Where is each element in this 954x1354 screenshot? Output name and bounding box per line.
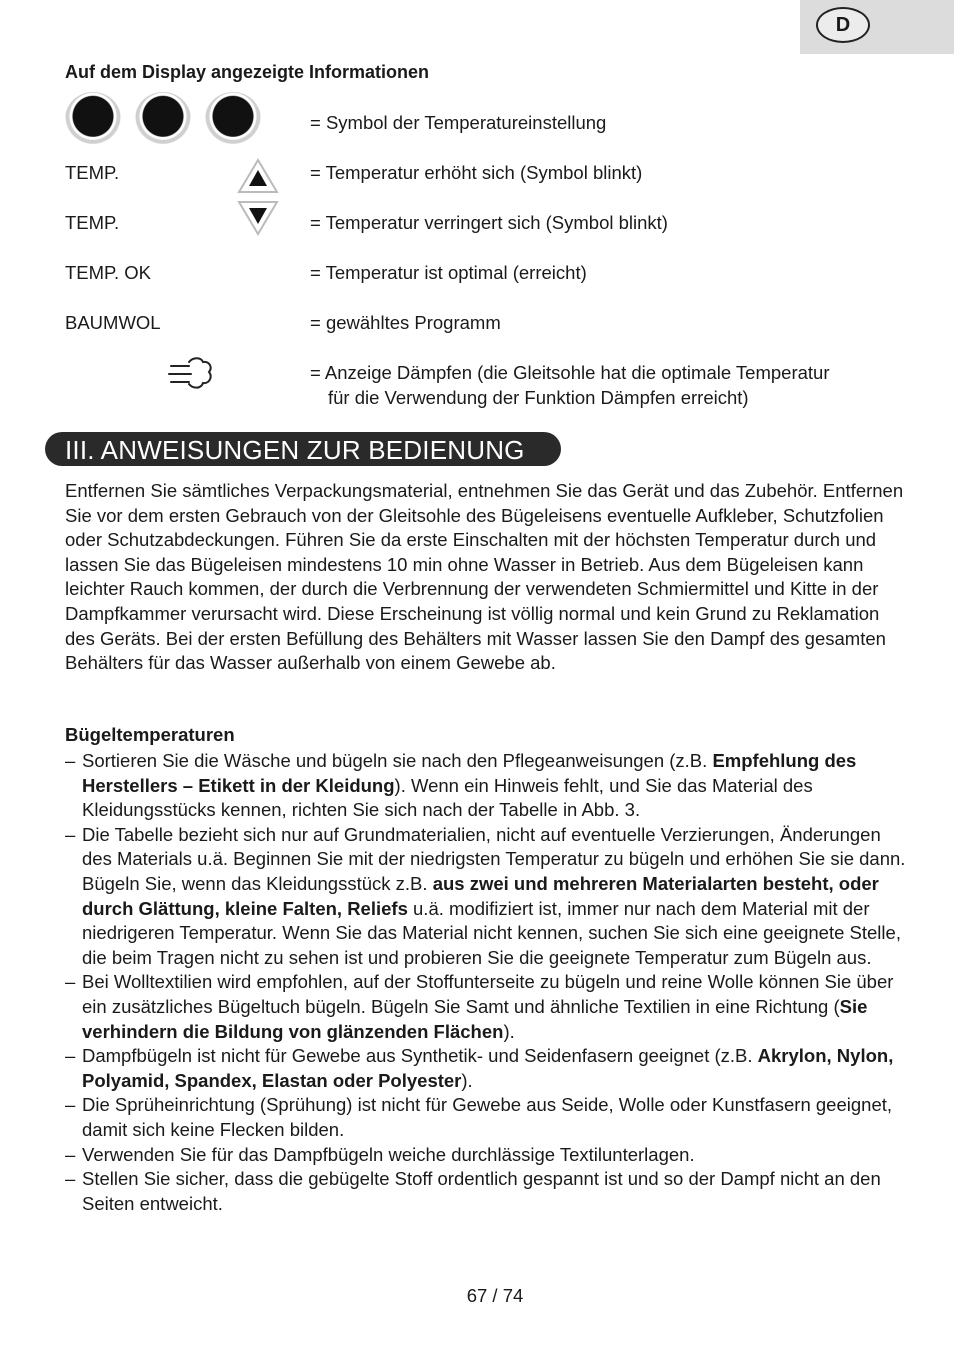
temperature-dot-icon: [135, 92, 191, 146]
row-description-line1: = Anzeige Dämpfen (die Gleitsohle hat die optimale Temperatur: [310, 362, 830, 383]
temperature-dot-icon: [65, 92, 121, 146]
three-temperature-dots-icon: [65, 88, 275, 150]
row-label: TEMP.: [65, 162, 120, 183]
row-description-line2: für die Verwendung der Funktion Dämpfen erreicht): [328, 387, 749, 408]
display-info-heading: Auf dem Display angezeigte Informationen: [65, 62, 430, 82]
row-label: TEMP. OK: [65, 262, 152, 283]
language-tab: [800, 0, 954, 54]
row-description: = Temperatur erhöht sich (Symbol blinkt): [310, 162, 643, 183]
triangle-down-icon: [237, 198, 279, 236]
row-description: = Temperatur verringert sich (Symbol blinkt): [310, 212, 668, 233]
page-number: 67 / 74: [466, 1285, 524, 1306]
ironing-temperatures-heading: Bügeltemperaturen: [65, 724, 235, 745]
ironing-instructions-list: [65, 749, 910, 1216]
section-title-banner: III. ANWEISUNGEN ZUR BEDIENUNG: [45, 432, 561, 466]
temperature-dot-icon: [205, 92, 261, 146]
language-badge: D: [816, 7, 870, 43]
list-item: – Bei Wolltextilien wird empfohlen, auf der Stoffunterseite zu bügeln und reine Wolle können Sie über ein zusätzliches Bügeltuch bügeln. Bügeln Sie Samt und ähnliche Textilien in eine Richtung (Sie verhindern die Bildung von glänzenden Flächen).: [65, 970, 910, 1044]
list-item: – Sortieren Sie die Wäsche und bügeln sie nach den Pflegeanweisungen (z.B. Empfehlung des Herstellers – Etikett in der Kleidung). Wenn ein Hinweis fehlt, und Sie das Material des Kleidungsstücks kennen, richten Sie sich nach der Tabelle in Abb. 3.: [65, 749, 910, 823]
list-item: – Stellen Sie sicher, dass die gebügelte Stoff ordentlich gespannt ist und so der Dampf nicht an den Seiten entweicht.: [65, 1167, 910, 1216]
list-item: – Verwenden Sie für das Dampfbügeln weiche durchlässige Textilunterlagen.: [65, 1143, 910, 1168]
row-description: = Symbol der Temperatureinstellung: [310, 112, 607, 133]
triangle-up-icon: [237, 158, 279, 196]
steam-icon: [167, 354, 215, 394]
list-item: – Die Sprüheinrichtung (Sprühung) ist nicht für Gewebe aus Seide, Wolle oder Kunstfasern geeignet, damit sich keine Flecken bilden.: [65, 1093, 910, 1142]
row-description: = Temperatur ist optimal (erreicht): [310, 262, 587, 283]
row-label: BAUMWOL: [65, 312, 161, 333]
row-description: = gewähltes Programm: [310, 312, 501, 333]
list-item: – Dampfbügeln ist nicht für Gewebe aus Synthetik- und Seidenfasern geeignet (z.B. Akrylon, Nylon, Polyamid, Spandex, Elastan oder Polyester).: [65, 1044, 910, 1093]
row-label: TEMP.: [65, 212, 120, 233]
intro-paragraph: Entfernen Sie sämtliches Verpackungsmaterial, entnehmen Sie das Gerät und das Zubehör. Entfernen Sie vor dem ersten Gebrauch von der Gleitsohle des Bügeleisens eventuelle Aufkleber, Schutzfolien oder Schutzabdeckungen. Führen Sie da erste Einschalten mit der höchsten Temperatur durch und lassen Sie das Bügeleisen mindestens 10 min ohne Wasser in Betrieb. Aus dem Bügeleisen kann leichter Rauch kommen, der durch die Verbrennung der verwendeten Schmiermittel und Kitte in der Dampfkammer verursacht wird. Diese Erscheinung ist völlig normal und kein Grund zu Reklamation des Geräts. Bei der ersten Befüllung des Behälters mit Wasser lassen Sie den Dampf des gesamten Behälters für das Wasser außerhalb von einem Gewebe ab.: [65, 480, 904, 674]
row-description: [310, 360, 910, 410]
list-item: – Die Tabelle bezieht sich nur auf Grundmaterialien, nicht auf eventuelle Verzierungen, Änderungen des Materials u.ä. Beginnen Sie mit der niedrigsten Temperatur zu bügeln und erhöhen Sie sie dann. Bügeln Sie, wenn das Kleidungsstück z.B. aus zwei und mehreren Materialarten besteht, oder durch Glättung, kleine Falten, Reliefs u.ä. modifiziert ist, immer nur nach dem Material mit der niedrigeren Temperatur. Wenn Sie das Material nicht kennen, suchen Sie sich eine geeignete Stelle, die beim Tragen nicht zu sehen ist und probieren Sie die geeignete Temperatur zum Bügeln aus.: [65, 823, 910, 971]
